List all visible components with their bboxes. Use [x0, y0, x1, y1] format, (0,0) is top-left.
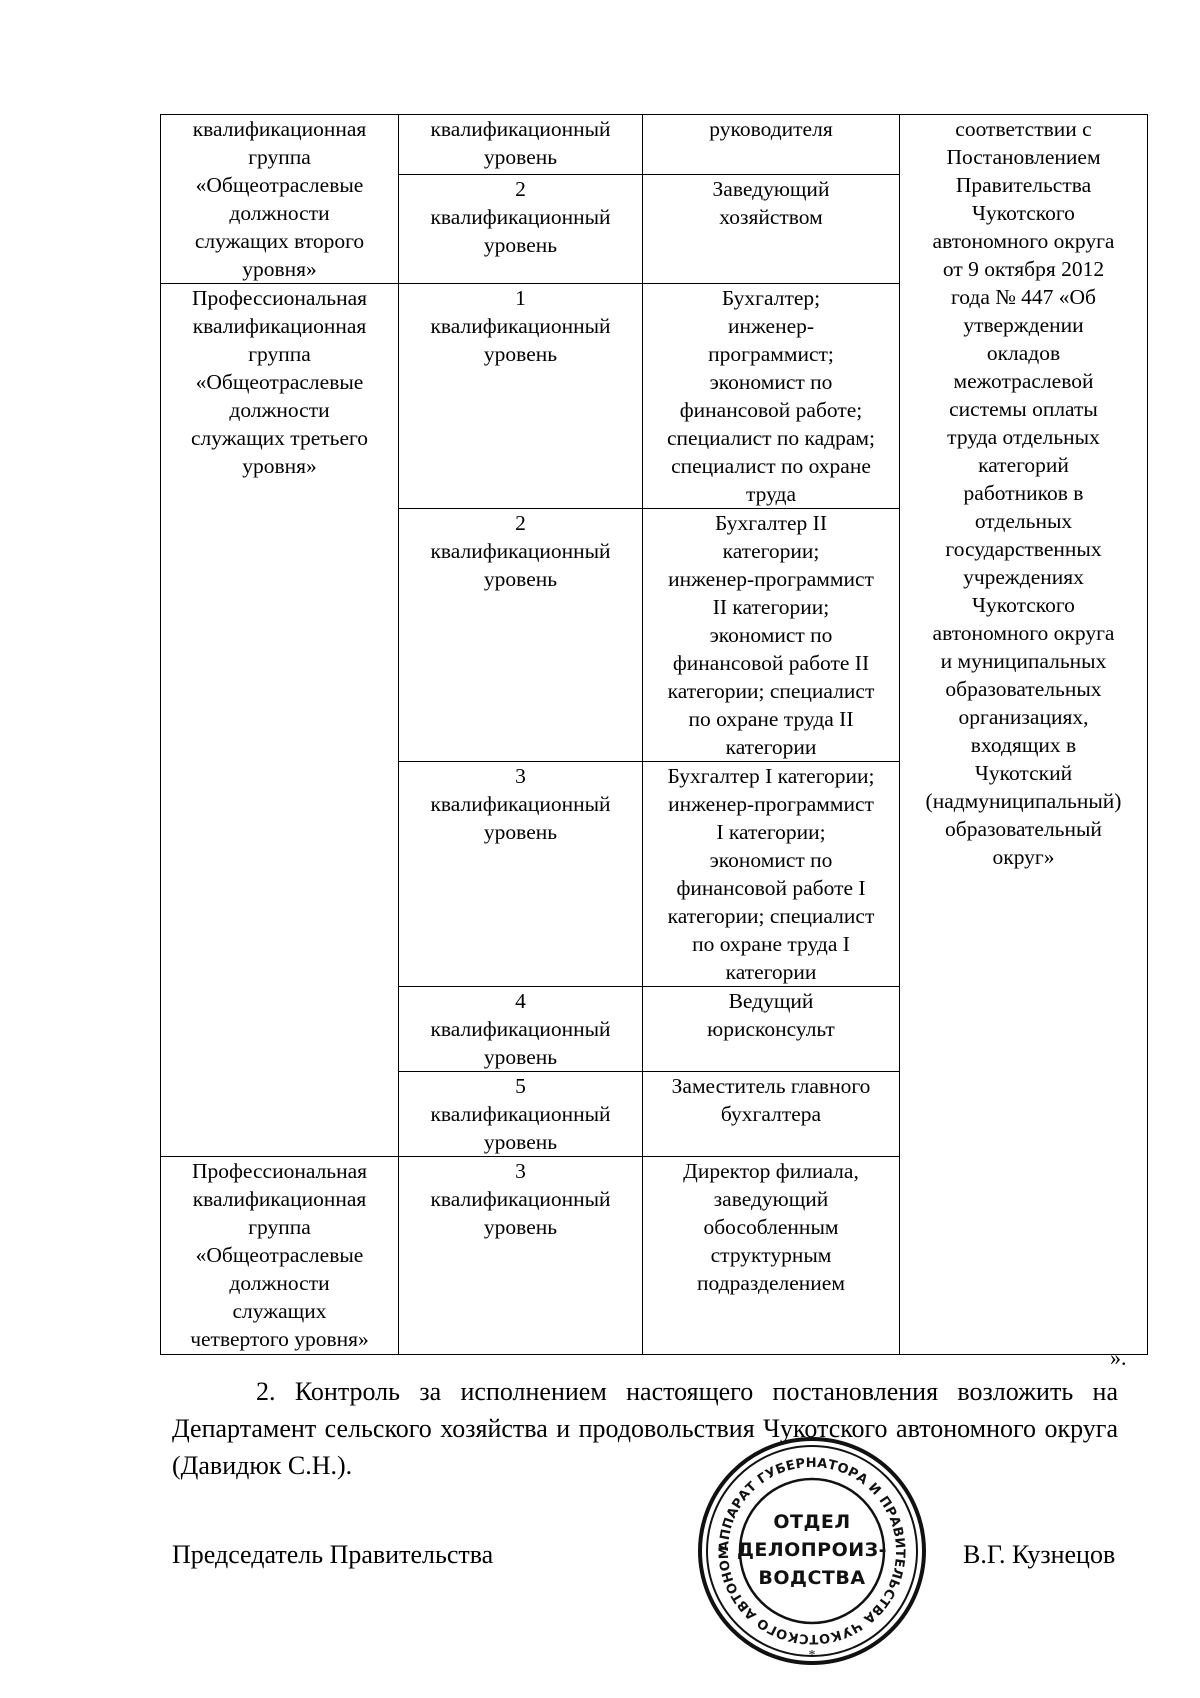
positions-cell: Бухгалтер I категории; инженер-программист I категории; экономист по финансовой работе I категории; специалист по охране труда I категории: [643, 762, 900, 987]
table-row: [161, 115, 1148, 175]
positions-cell: Бухгалтер II категории; инженер-программист II категории; экономист по финансовой работе II категории; специалист по охране труда II категории: [643, 509, 900, 762]
stamp-line: ОТДЕЛ: [773, 1511, 851, 1533]
svg-text:АППАРАТ ГУБЕРНАТОРА И ПРАВИТЕЛ: АППАРАТ ГУБЕРНАТОРА И ПРАВИТЕЛЬСТВА ЧУКОТСКОГО АВТОНОМ: [716, 1455, 908, 1647]
level-cell: квалификационный уровень: [399, 115, 643, 175]
stamp-center: [694, 1433, 930, 1669]
level-cell: 1 квалификационный уровень: [399, 284, 643, 509]
signatory-position: Председатель Правительства: [172, 1540, 494, 1569]
positions-cell: Заведующий хозяйством: [643, 174, 900, 283]
positions-cell: руководителя: [643, 115, 900, 175]
level-cell: 4 квалификационный уровень: [399, 987, 643, 1072]
stamp-line: ВОДСТВА: [758, 1567, 866, 1589]
stamp-line: ДЕЛОПРОИЗ-: [736, 1539, 888, 1561]
group-cell: Профессиональная квалификационная группа «Общеотраслевые должности служащих третьего уровня»: [161, 284, 399, 1157]
group-cell: Профессиональная квалификационная группа «Общеотраслевые должности служащих четвертого уровня»: [161, 1157, 399, 1355]
signatory-name: В.Г. Кузнецов: [963, 1540, 1116, 1569]
positions-cell: Ведущий юрисконсульт: [643, 987, 900, 1072]
positions-cell: Бухгалтер; инженер- программист; экономист по финансовой работе; специалист по кадрам; специалист по охране труда: [643, 284, 900, 509]
level-cell: 2 квалификационный уровень: [399, 174, 643, 283]
level-cell: 3 квалификационный уровень: [399, 1157, 643, 1355]
positions-table: [160, 114, 1148, 1355]
group-cell: квалификационная группа «Общеотраслевые должности служащих второго уровня»: [161, 115, 399, 284]
positions-cell: Директор филиала, заведующий обособленным структурным подразделением: [643, 1157, 900, 1355]
level-cell: 2 квалификационный уровень: [399, 509, 643, 762]
level-cell: 3 квалификационный уровень: [399, 762, 643, 987]
svg-text:*: *: [808, 1648, 816, 1663]
closing-quote: ».: [1110, 1345, 1127, 1370]
level-cell: 5 квалификационный уровень: [399, 1072, 643, 1157]
positions-cell: Заместитель главного бухгалтера: [643, 1072, 900, 1157]
basis-cell: соответствии с Постановлением Правительства Чукотского автономного округа от 9 октября 2012 года № 447 «Об утверждении окладов межотраслевой системы оплаты труда отдельных категорий работников в отдельных государственных учреждениях Чукотского автономного округа и муниципальных образовательных организациях, входящих в Чукотский (надмуниципальный) образовательный округ»: [900, 115, 1148, 1355]
control-paragraph: 2. Контроль за исполнением настоящего постановления возложить на Департамент сельского хозяйства и продовольствия Чукотского автономного округа (Давидюк С.Н.).: [172, 1377, 1118, 1480]
office-stamp: [694, 1433, 930, 1669]
